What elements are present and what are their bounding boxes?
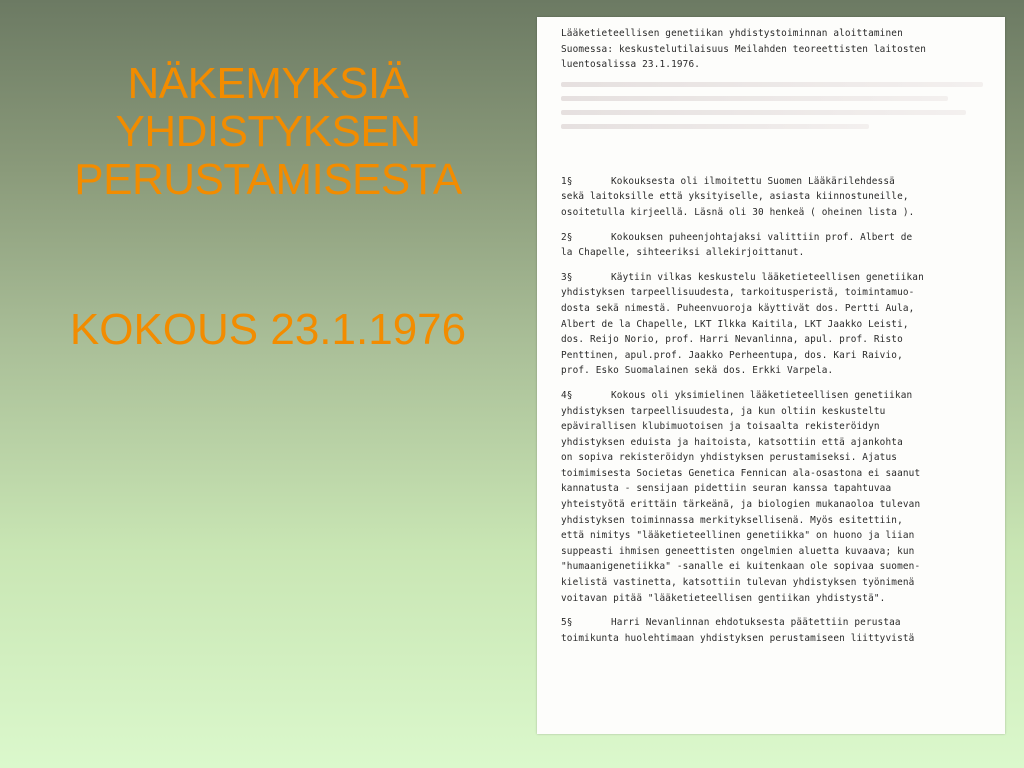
paragraph-line: toimikunta huolehtimaan yhdistyksen perustamiseen liittyvistä [561, 632, 915, 644]
section-number: 4§ [561, 389, 573, 401]
header-line: luentosalissa 23.1.1976. [561, 59, 701, 71]
line-text: Harri Nevanlinnan ehdotuksesta päätettiin perustaa [611, 617, 901, 629]
meeting-date-heading: KOKOUS 23.1.1976 [69, 305, 467, 354]
paragraph-line [561, 174, 1001, 190]
paragraph-line: voitavan pitää "lääketieteellisen gentiikan yhdistystä". [561, 592, 886, 604]
slide-title [28, 60, 508, 204]
paragraph-line: toimimisesta Societas Genetica Fennican ala-osastona ei saanut [561, 467, 921, 479]
paragraph [561, 615, 1001, 646]
paragraph-line: Penttinen, apul.prof. Jaakko Perheentupa, dos. Kari Raivio, [561, 349, 903, 361]
section-number: 2§ [561, 231, 573, 243]
paragraph-line: Albert de la Chapelle, LKT Ilkka Kaitila, LKT Jaakko Leisti, [561, 318, 909, 330]
paragraph-line [561, 388, 1001, 404]
title-line-2: YHDISTYKSEN [115, 107, 421, 156]
paragraph-line: yhdistyksen tarpeellisuudesta, tarkoitusperistä, toimintamuo- [561, 287, 915, 299]
paragraph-line: on sopiva rekisteröidyn yhdistyksen perustamiseksi. Ajatus [561, 452, 898, 464]
paragraph-line: kielistä vastinetta, katsottiin tulevan yhdistyksen työnimenä [561, 577, 915, 589]
paragraph-line: epävirallisen klubimuotoisen ja toisaalta rekisteröidyn [561, 421, 880, 433]
section-number: 3§ [561, 271, 573, 283]
scanned-document [537, 17, 1005, 734]
paragraph-line [561, 270, 1001, 286]
paragraph-line: yhdistyksen tarpeellisuudesta, ja kun oltiin keskusteltu [561, 405, 886, 417]
faded-text-area [561, 82, 1001, 168]
paragraph-line [561, 615, 1001, 631]
paragraph-line: dos. Reijo Norio, prof. Harri Nevanlinna, apul. prof. Risto [561, 334, 903, 346]
paragraph-line: että nimitys "lääketieteellinen genetiikka" on huono ja liian [561, 530, 915, 542]
paragraph [561, 174, 1001, 221]
header-line: Lääketieteellisen genetiikan yhdistystoiminnan aloittaminen [561, 28, 903, 39]
document-header [561, 26, 1001, 73]
paragraph-line: yhdistyksen eduista ja haitoista, katsottiin että ajankohta [561, 436, 903, 448]
paragraph-line: osoitetulla kirjeellä. Läsnä oli 30 henkeä ( oheinen lista ). [561, 206, 915, 218]
paragraph-line: la Chapelle, sihteeriksi allekirjoittanut. [561, 247, 805, 259]
title-line-1: NÄKEMYKSIÄ [127, 59, 409, 108]
paragraph-line: prof. Esko Suomalainen sekä dos. Erkki Varpela. [561, 365, 834, 377]
paragraph-line: sekä laitoksille että yksityiselle, asiasta kiinnostuneille, [561, 191, 909, 203]
line-text: Käytiin vilkas keskustelu lääketieteellisen genetiikan [611, 271, 924, 283]
paragraph-line: yhdistyksen toiminnassa merkityksellisenä. Myös esitettiin, [561, 514, 903, 526]
paragraph-line: dosta sekä nimestä. Puheenvuoroja käyttivät dos. Pertti Aula, [561, 302, 915, 314]
line-text: Kokouksesta oli ilmoitettu Suomen Lääkärilehdessä [611, 175, 895, 187]
title-line-3: PERUSTAMISESTA [74, 155, 462, 204]
document-text [561, 26, 1001, 646]
header-line: Suomessa: keskustelutilaisuus Meilahden teoreettisten laitosten [561, 43, 927, 55]
paragraph-line: "humaanigenetiikka" -sanalle ei kuitenkaan ole sopivaa suomen- [561, 561, 921, 573]
paragraph [561, 388, 1001, 606]
paragraph [561, 230, 1001, 261]
line-text: Kokouksen puheenjohtajaksi valittiin prof. Albert de [611, 231, 913, 243]
paragraph-line [561, 230, 1001, 246]
section-number: 5§ [561, 617, 573, 629]
paragraph-line: kannatusta - sensijaan pidettiin seuran kanssa tapahtuvaa [561, 483, 892, 495]
document-paragraphs [561, 174, 1001, 647]
section-number: 1§ [561, 175, 573, 187]
paragraph [561, 270, 1001, 379]
paragraph-line: suppeasti ihmisen geneettisten ongelmien aluetta kuvaava; kun [561, 545, 915, 557]
paragraph-line: yhteistyötä erittäin tärkeänä, ja biologien mukanaoloa tulevan [561, 499, 921, 511]
line-text: Kokous oli yksimielinen lääketieteellisen genetiikan [611, 389, 913, 401]
